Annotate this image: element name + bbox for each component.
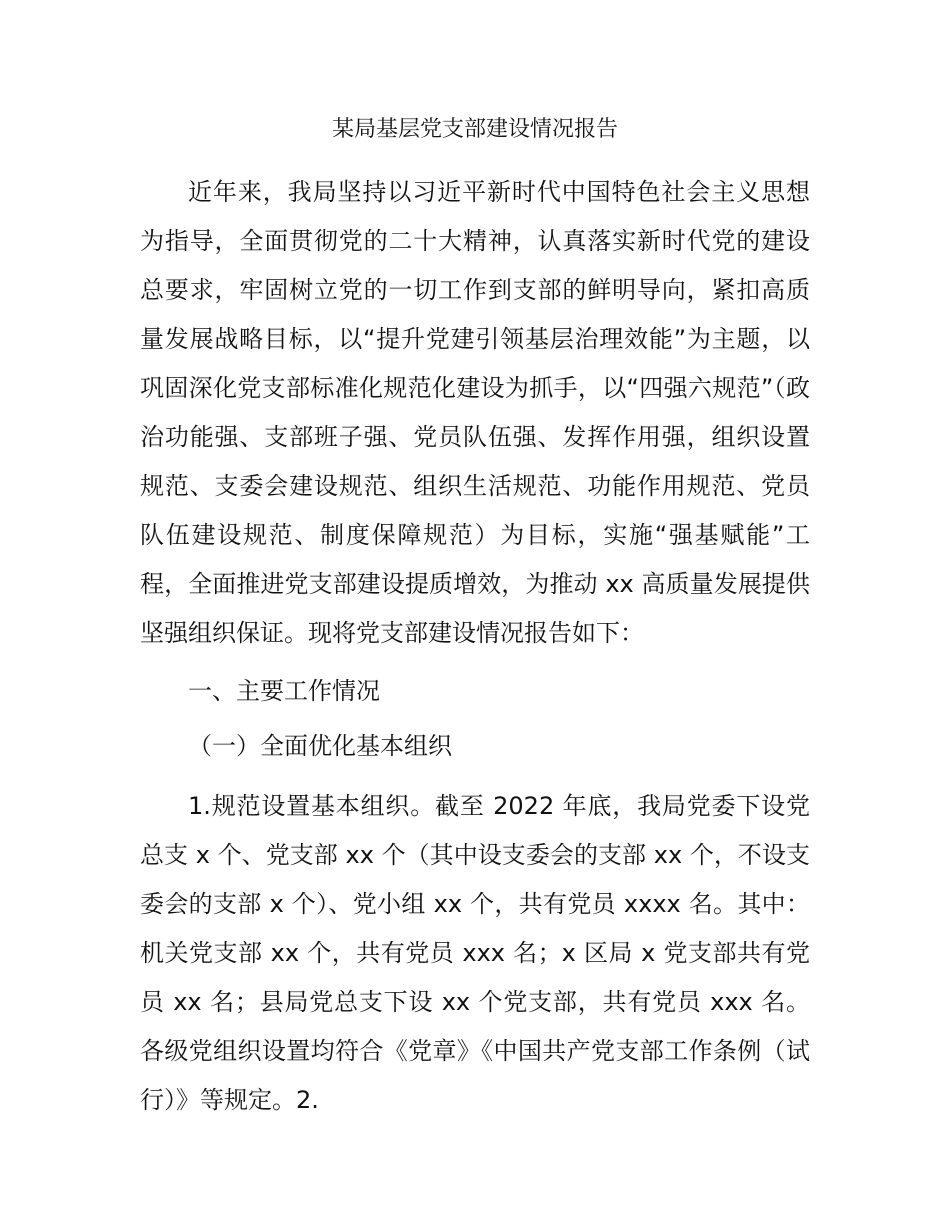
section-heading: 一、主要工作情况 xyxy=(188,677,380,705)
item-paragraph: 1.规范设置基本组织。截至 2022 年底，我局党委下设党总支 x 个、党支部 xx 个（其中设支委会的支部 xx 个，不设支委会的支部 x 个）、党小组 xx 个，共有党员 xxxx 名。其中：机关党支部 xx 个，共有党员 xxx 名；x 区局 x 党支部共有党员 xx 名；县局党总支下设 xx 个党支部，共有党员 xxx 名。各级党组织设置均符合《党章》《中国共产党支部工作条例（试行）》等规定。2. xyxy=(140,792,810,1114)
subsection-heading: （一）全面优化基本组织 xyxy=(188,732,452,760)
intro-paragraph: 近年来，我局坚持以习近平新时代中国特色社会主义思想为指导，全面贯彻党的二十大精神，认真落实新时代党的建设总要求，牢固树立党的一切工作到支部的鲜明导向，紧扣高质量发展战略目标，以“提升党建引领基层治理效能”为主题，以巩固深化党支部标准化规范化建设为抓手，以“四强六规范”（政治功能强、支部班子强、党员队伍强、发挥作用强，组织设置规范、支委会建设规范、组织生活规范、功能作用规范、党员队伍建设规范、制度保障规范）为目标，实施“强基赋能”工程，全面推进党支部建设提质增效，为推动 xx 高质量发展提供坚强组织保证。现将党支部建设情况报告如下： xyxy=(140,178,810,647)
document-title: 某局基层党支部建设情况报告 xyxy=(331,117,618,142)
